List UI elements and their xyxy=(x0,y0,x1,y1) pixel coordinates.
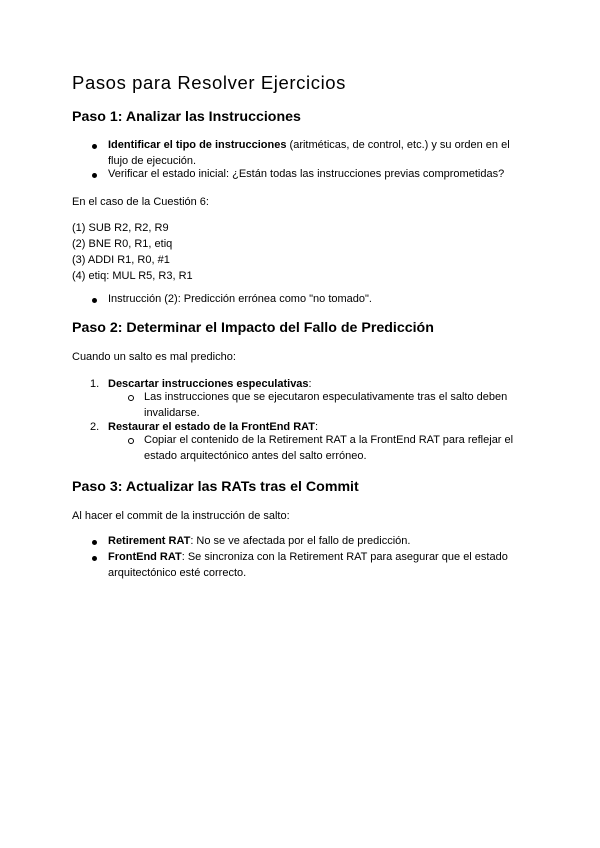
sub-bullet-icon xyxy=(128,395,134,401)
code-line-3: (3) ADDI R1, R0, #1 xyxy=(72,254,170,266)
step1-note: Instrucción (2): Predicción errónea como "no tomado". xyxy=(108,293,372,305)
step2-item-2-sub: Copiar el contenido de la Retirement RAT a la FrontEnd RAT para reflejar el estado arquitectónico antes del salto erróneo. xyxy=(144,434,514,462)
page-title: Pasos para Resolver Ejercicios xyxy=(72,72,347,93)
bullet-icon xyxy=(92,173,97,178)
step1-heading: Paso 1: Analizar las Instrucciones xyxy=(72,109,301,125)
bullet-icon xyxy=(92,540,97,545)
step2-intro: Cuando un salto es mal predicho: xyxy=(72,351,236,363)
step2-item-2: Restaurar el estado de la FrontEnd RAT: xyxy=(108,421,319,433)
list-number: 1. xyxy=(90,378,100,390)
code-line-2: (2) BNE R0, R1, etiq xyxy=(72,238,173,250)
code-line-1: (1) SUB R2, R2, R9 xyxy=(72,222,169,234)
step3-intro: Al hacer el commit de la instrucción de salto: xyxy=(72,510,290,522)
list-number: 2. xyxy=(90,421,100,433)
code-line-4: (4) etiq: MUL R5, R3, R1 xyxy=(72,270,193,282)
bullet-icon xyxy=(92,144,97,149)
step1-bullet-1: Identificar el tipo de instrucciones (aritméticas, de control, etc.) y su orden en el flujo de ejecución. xyxy=(108,139,510,167)
bullet-icon xyxy=(92,556,97,561)
step2-heading: Paso 2: Determinar el Impacto del Fallo de Predicción xyxy=(72,320,434,336)
case-intro: En el caso de la Cuestión 6: xyxy=(72,196,209,208)
step3-heading: Paso 3: Actualizar las RATs tras el Commit xyxy=(72,479,359,495)
step3-bullet-2: FrontEnd RAT: Se sincroniza con la Retirement RAT para asegurar que el estado arquitectónico esté correcto. xyxy=(108,551,508,579)
step2-item-1: Descartar instrucciones especulativas: xyxy=(108,378,312,390)
bullet-icon xyxy=(92,298,97,303)
step1-bullet-2: Verificar el estado inicial: ¿Están todas las instrucciones previas comprometidas? xyxy=(108,168,505,180)
step2-item-1-sub: Las instrucciones que se ejecutaron especulativamente tras el salto deben invalidarse. xyxy=(144,391,508,419)
step3-bullet-1: Retirement RAT: No se ve afectada por el fallo de predicción. xyxy=(108,535,411,547)
sub-bullet-icon xyxy=(128,438,134,444)
